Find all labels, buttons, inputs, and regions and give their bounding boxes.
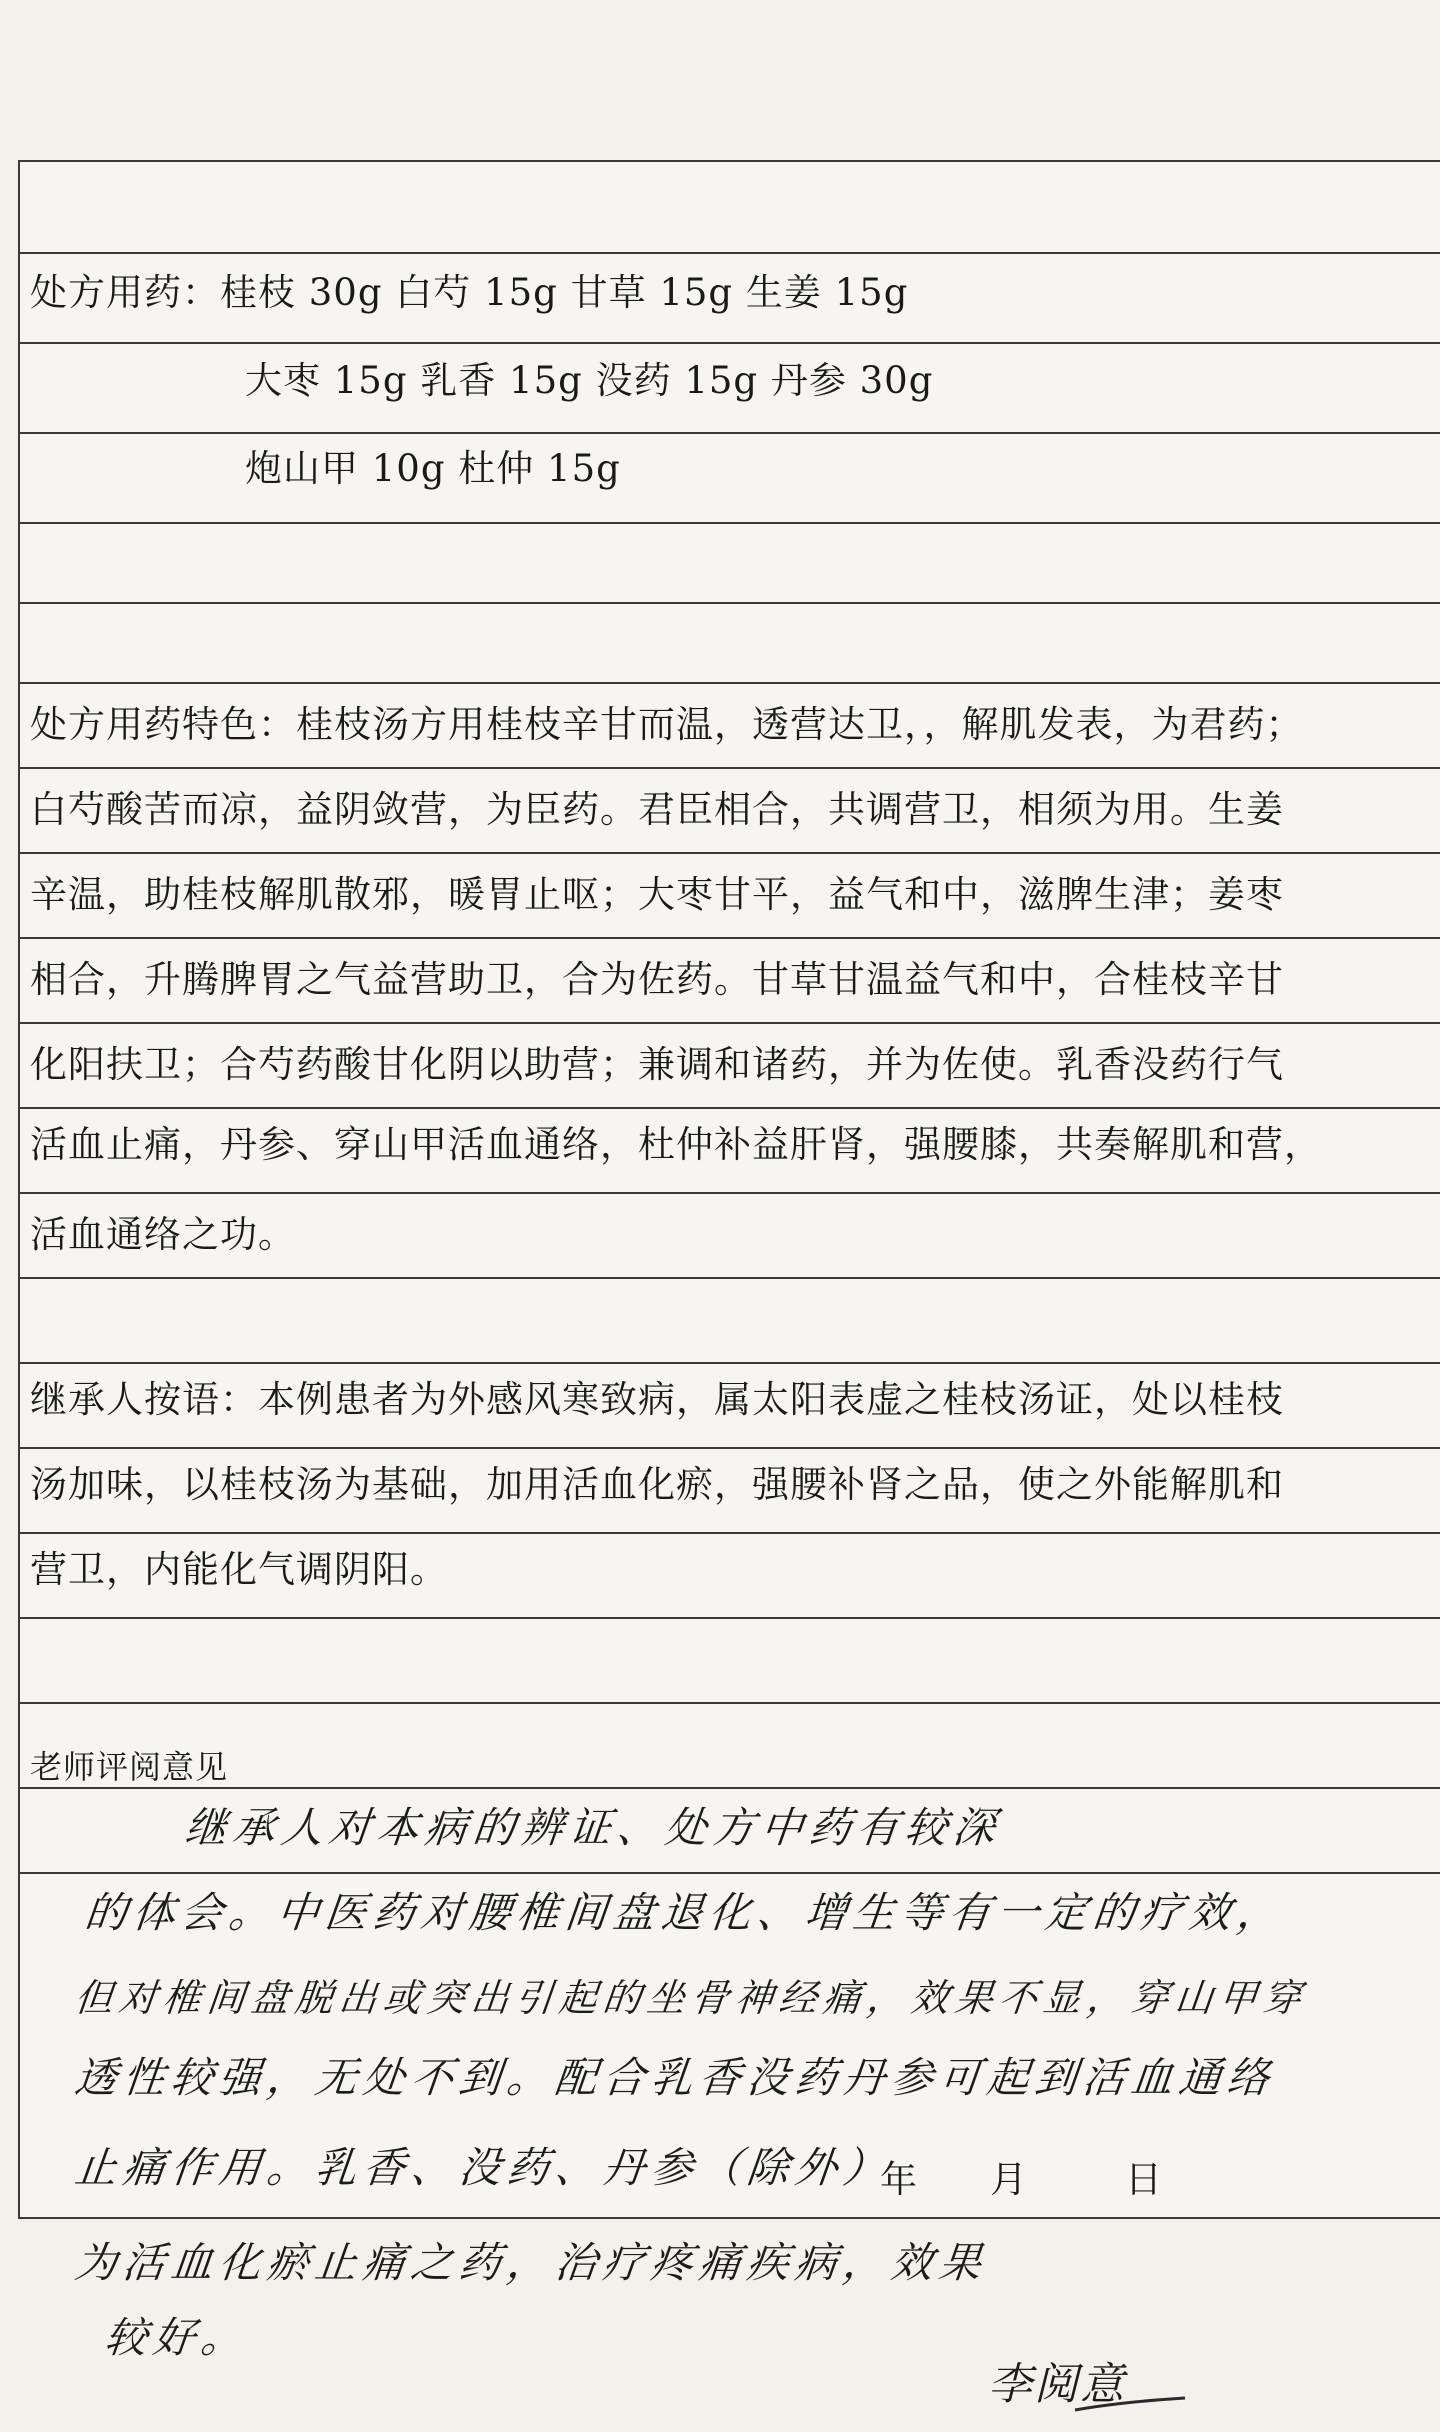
note-line: 营卫，内能化气调阴阳。 [30,1548,448,1591]
ruled-line [20,682,1440,684]
teacher-comment-heading: 老师评阅意见 [30,1748,229,1786]
ruled-line [20,1872,1440,1874]
prescription-line: 炮山甲 10g 杜仲 15g [245,447,621,490]
ruled-line [20,937,1440,939]
teacher-signature: 李阅意 [988,2359,1126,2410]
date-day-label: 日 [1125,2158,1162,2201]
ruled-line [20,767,1440,769]
features-line: 辛温，助桂枝解肌散邪，暖胃止呕；大枣甘平，益气和中，滋脾生津；姜枣 [30,873,1284,916]
ruled-line [20,432,1440,434]
ruled-line [20,1532,1440,1534]
date-month-label: 月 [990,2158,1027,2201]
ruled-line [20,252,1440,254]
ruled-line [20,1277,1440,1279]
features-line: 处方用药特色：桂枝汤方用桂枝辛甘而温，透营达卫，，解肌发表，为君药； [30,703,1304,746]
ruled-line [20,602,1440,604]
handwritten-comment-line: 为活血化瘀止痛之药，治疗疼痛疾病，效果 [72,2238,990,2287]
note-line: 继承人按语：本例患者为外感风寒致病，属太阳表虚之桂枝汤证，处以桂枝 [30,1378,1284,1421]
features-line: 化阳扶卫；合芍药酸甘化阴以助营；兼调和诸药，并为佐使。乳香没药行气 [30,1043,1284,1086]
handwritten-comment-line: 较好。 [102,2313,252,2362]
ruled-line [20,1022,1440,1024]
handwritten-comment-line: 但对椎间盘脱出或突出引起的坐骨神经痛，效果不显，穿山甲穿 [72,1976,1310,2020]
ruled-line [20,522,1440,524]
ruled-line [20,1107,1440,1109]
ruled-line [20,1192,1440,1194]
handwritten-comment-line: 的体会。中医药对腰椎间盘退化、增生等有一定的疗效， [82,1888,1288,1937]
features-line: 相合，升腾脾胃之气益营助卫，合为佐药。甘草甘温益气和中，合桂枝辛甘 [30,958,1284,1001]
handwritten-comment-line: 继承人对本病的辨证、处方中药有较深 [182,1803,1004,1852]
features-line: 白芍酸苦而凉，益阴敛营，为臣药。君臣相合，共调营卫，相须为用。生姜 [30,788,1284,831]
note-line: 汤加味，以桂枝汤为基础，加用活血化瘀，强腰补肾之品，使之外能解肌和 [30,1463,1284,1506]
ruled-line [20,1447,1440,1449]
prescription-line: 处方用药：桂枝 30g 白芍 15g 甘草 15g 生姜 15g [30,271,909,314]
handwritten-comment-line: 止痛作用。乳香、没药、丹参（除外） [72,2143,894,2192]
ruled-line [20,342,1440,344]
date-year-label: 年 [880,2158,917,2201]
ruled-line [20,1362,1440,1364]
signature-underline [980,2340,1190,2420]
prescription-line: 大枣 15g 乳香 15g 没药 15g 丹参 30g [245,359,934,402]
features-line: 活血通络之功。 [30,1213,296,1256]
handwritten-comment-line: 透性较强，无处不到。配合乳香没药丹参可起到活血通络 [72,2053,1278,2102]
ruled-line [20,1702,1440,1704]
ruled-line [20,852,1440,854]
ruled-line [20,1617,1440,1619]
features-line: 活血止痛，丹参、穿山甲活血通络，杜仲补益肝肾，强腰膝，共奏解肌和营， [30,1123,1322,1166]
